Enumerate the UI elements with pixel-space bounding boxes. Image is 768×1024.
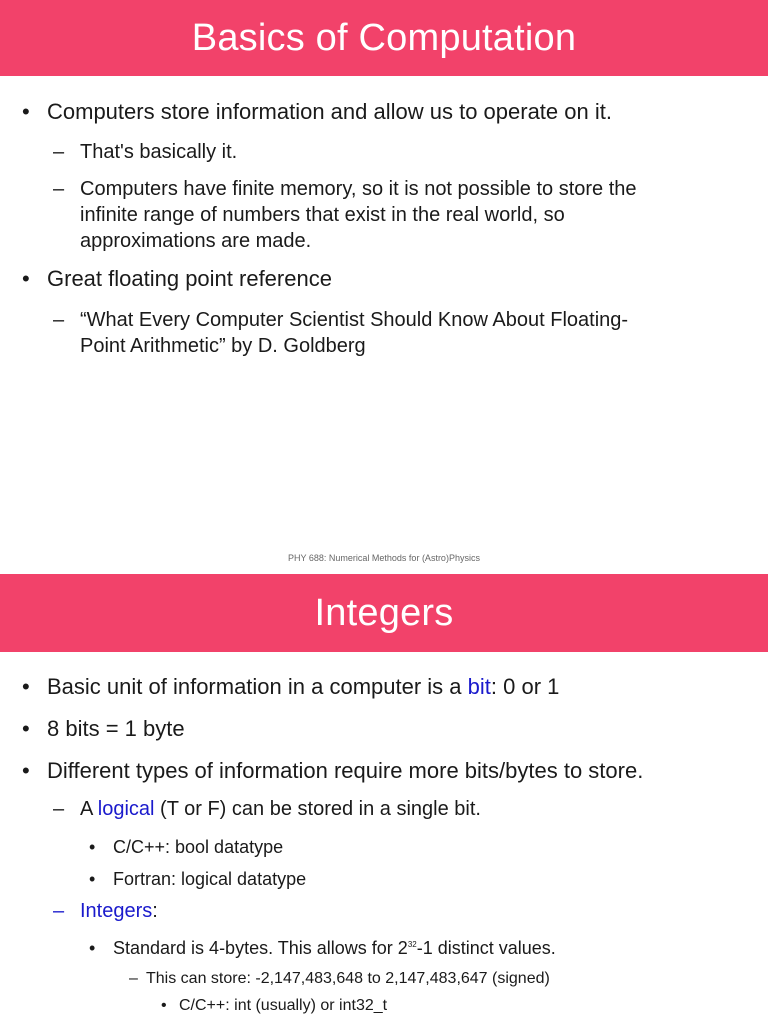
slide-title: Integers	[314, 591, 454, 634]
slide-integers	[0, 574, 768, 1024]
third-level-text: C/C++: bool datatype	[113, 837, 284, 857]
bullet-dot-icon: •	[22, 674, 30, 699]
bullet-dot-icon: •	[161, 997, 167, 1014]
sub-bullet-text-line: Point Arithmetic” by D. Goldberg	[80, 335, 366, 357]
bullet-dot-icon: •	[89, 869, 96, 889]
bullet-text: Great floating point reference	[47, 266, 332, 291]
logical-link[interactable]: logical	[97, 798, 155, 820]
dash-icon: –	[53, 900, 65, 922]
sub-bullet-text-line: infinite range of numbers that exist in the real world, so	[80, 204, 565, 226]
bullet-text: 8 bits = 1 byte	[47, 716, 185, 741]
fifth-level-text: C/C++: int (usually) or int32_t	[179, 997, 388, 1014]
third-level-text: Fortran: logical datatype	[113, 869, 307, 889]
slide-title: Basics of Computation	[191, 16, 577, 59]
dash-icon: –	[53, 309, 65, 331]
dash-icon: –	[53, 141, 65, 163]
third-level-text-part: Standard is 4-bytes. This allows for 2	[113, 938, 408, 958]
bullet-text	[47, 674, 559, 700]
fourth-level-text: This can store: -2,147,483,648 to 2,147,483,647 (signed)	[146, 970, 550, 987]
sub-bullet-text-part: A	[80, 798, 98, 820]
bullet-dot-icon: •	[22, 716, 30, 741]
bullet-dot-icon: •	[22, 99, 30, 124]
title-bar	[0, 0, 768, 76]
sub-bullet-text-part: :	[152, 900, 158, 922]
slide-footer: PHY 688: Numerical Methods for (Astro)Physics	[288, 553, 480, 563]
exponent: 32	[407, 940, 417, 949]
bullet-dot-icon: •	[89, 837, 96, 857]
sub-bullet-text	[80, 900, 158, 923]
dash-icon: –	[53, 178, 65, 200]
dash-icon: –	[129, 970, 138, 987]
bullet-text: Computers store information and allow us to operate on it.	[47, 99, 612, 124]
bullet-dot-icon: •	[89, 938, 96, 958]
sub-bullet-text-part: (T or F) can be stored in a single bit.	[154, 798, 481, 820]
third-level-text	[113, 938, 556, 959]
bullet-text-part: : 0 or 1	[490, 674, 560, 699]
bullet-dot-icon: •	[22, 266, 30, 291]
bit-link[interactable]: bit	[467, 674, 491, 699]
title-bar	[0, 574, 768, 652]
sub-bullet-text: That's basically it.	[80, 141, 238, 163]
bullet-text-part: Basic unit of information in a computer is a	[47, 674, 468, 699]
sub-bullet-text	[80, 798, 481, 821]
sub-bullet-text-line: Computers have finite memory, so it is not possible to store the	[80, 178, 637, 200]
dash-icon: –	[53, 798, 65, 820]
integers-link[interactable]: Integers	[80, 900, 153, 922]
bullet-text: Different types of information require more bits/bytes to store.	[47, 758, 644, 783]
sub-bullet-text-line: “What Every Computer Scientist Should Know About Floating-	[80, 309, 629, 331]
third-level-text-part: -1 distinct values.	[416, 938, 556, 958]
bullet-dot-icon: •	[22, 758, 30, 783]
sub-bullet-text-line: approximations are made.	[80, 230, 312, 252]
